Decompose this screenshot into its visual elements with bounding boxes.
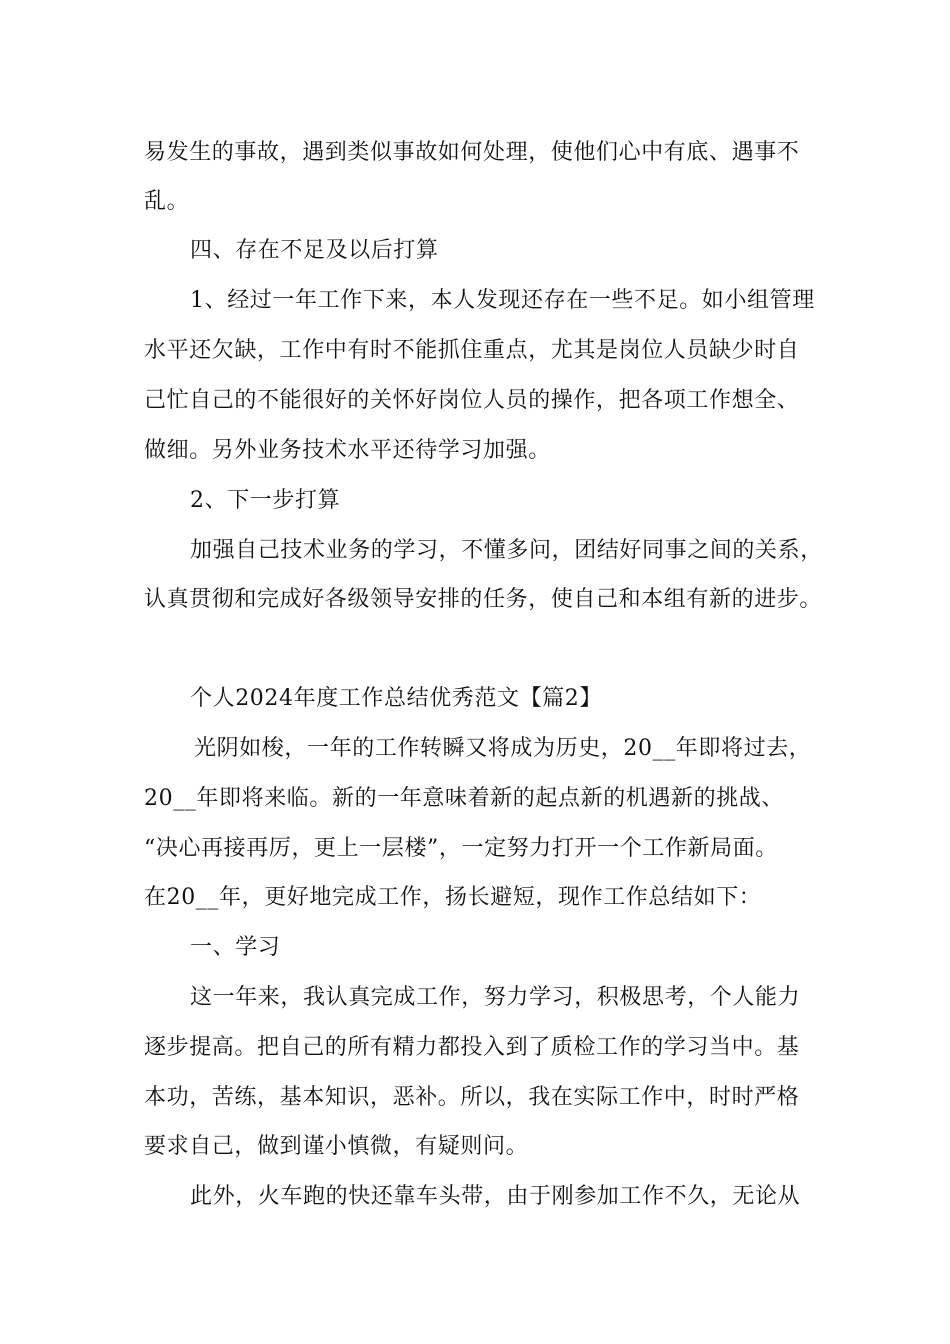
text-line: 认真贯彻和完成好各级领导安排的任务，使自己和本组有新的进步。 <box>144 587 823 612</box>
text-line: 己忙自己的不能很好的关怀好岗位人员的操作，把各项工作想全、 <box>144 388 800 413</box>
section-heading: 一、学习 <box>190 935 281 960</box>
text-line: 水平还欠缺，工作中有时不能抓住重点，尤其是岗位人员缺少时自 <box>144 338 800 363</box>
section-heading: 四、存在不足及以后打算 <box>190 238 439 263</box>
text-line: 此外，火车跑的快还靠车头带，由于刚参加工作不久，无论从 <box>190 1184 801 1209</box>
text-line: 光阴如梭，一年的工作转瞬又将成为历史，20__年即将过去， <box>194 736 812 761</box>
section-heading: 2、下一步打算 <box>190 488 341 513</box>
text-line: 要求自己，做到谨小慎微，有疑则问。 <box>144 1134 529 1159</box>
text-line: 加强自己技术业务的学习，不懂多问，团结好同事之间的关系， <box>190 538 823 563</box>
text-line: 1、经过一年工作下来，本人发现还存在一些不足。如小组管理 <box>190 288 815 313</box>
text-line: 20__年即将来临。新的一年意味着新的起点新的机遇新的挑战、 <box>144 786 784 811</box>
article-title: 个人2024年度工作总结优秀范文【篇2】 <box>190 686 602 711</box>
text-line: 本功，苦练，基本知识，恶补。所以，我在实际工作中，时时严格 <box>144 1085 800 1110</box>
text-line: 逐步提高。把自己的所有精力都投入到了质检工作的学习当中。基 <box>144 1035 800 1060</box>
text-line: 乱。 <box>144 189 190 214</box>
text-line: 在20__年，更好地完成工作，扬长避短，现作工作总结如下： <box>144 885 762 910</box>
text-line: 易发生的事故，遇到类似事故如何处理，使他们心中有底、遇事不 <box>144 140 800 165</box>
text-line: 做细。另外业务技术水平还待学习加强。 <box>144 438 551 463</box>
text-line: 这一年来，我认真完成工作，努力学习，积极思考，个人能力 <box>190 985 801 1010</box>
text-line: “决心再接再厉，更上一层楼”，一定努力打开一个工作新局面。 <box>144 836 778 861</box>
